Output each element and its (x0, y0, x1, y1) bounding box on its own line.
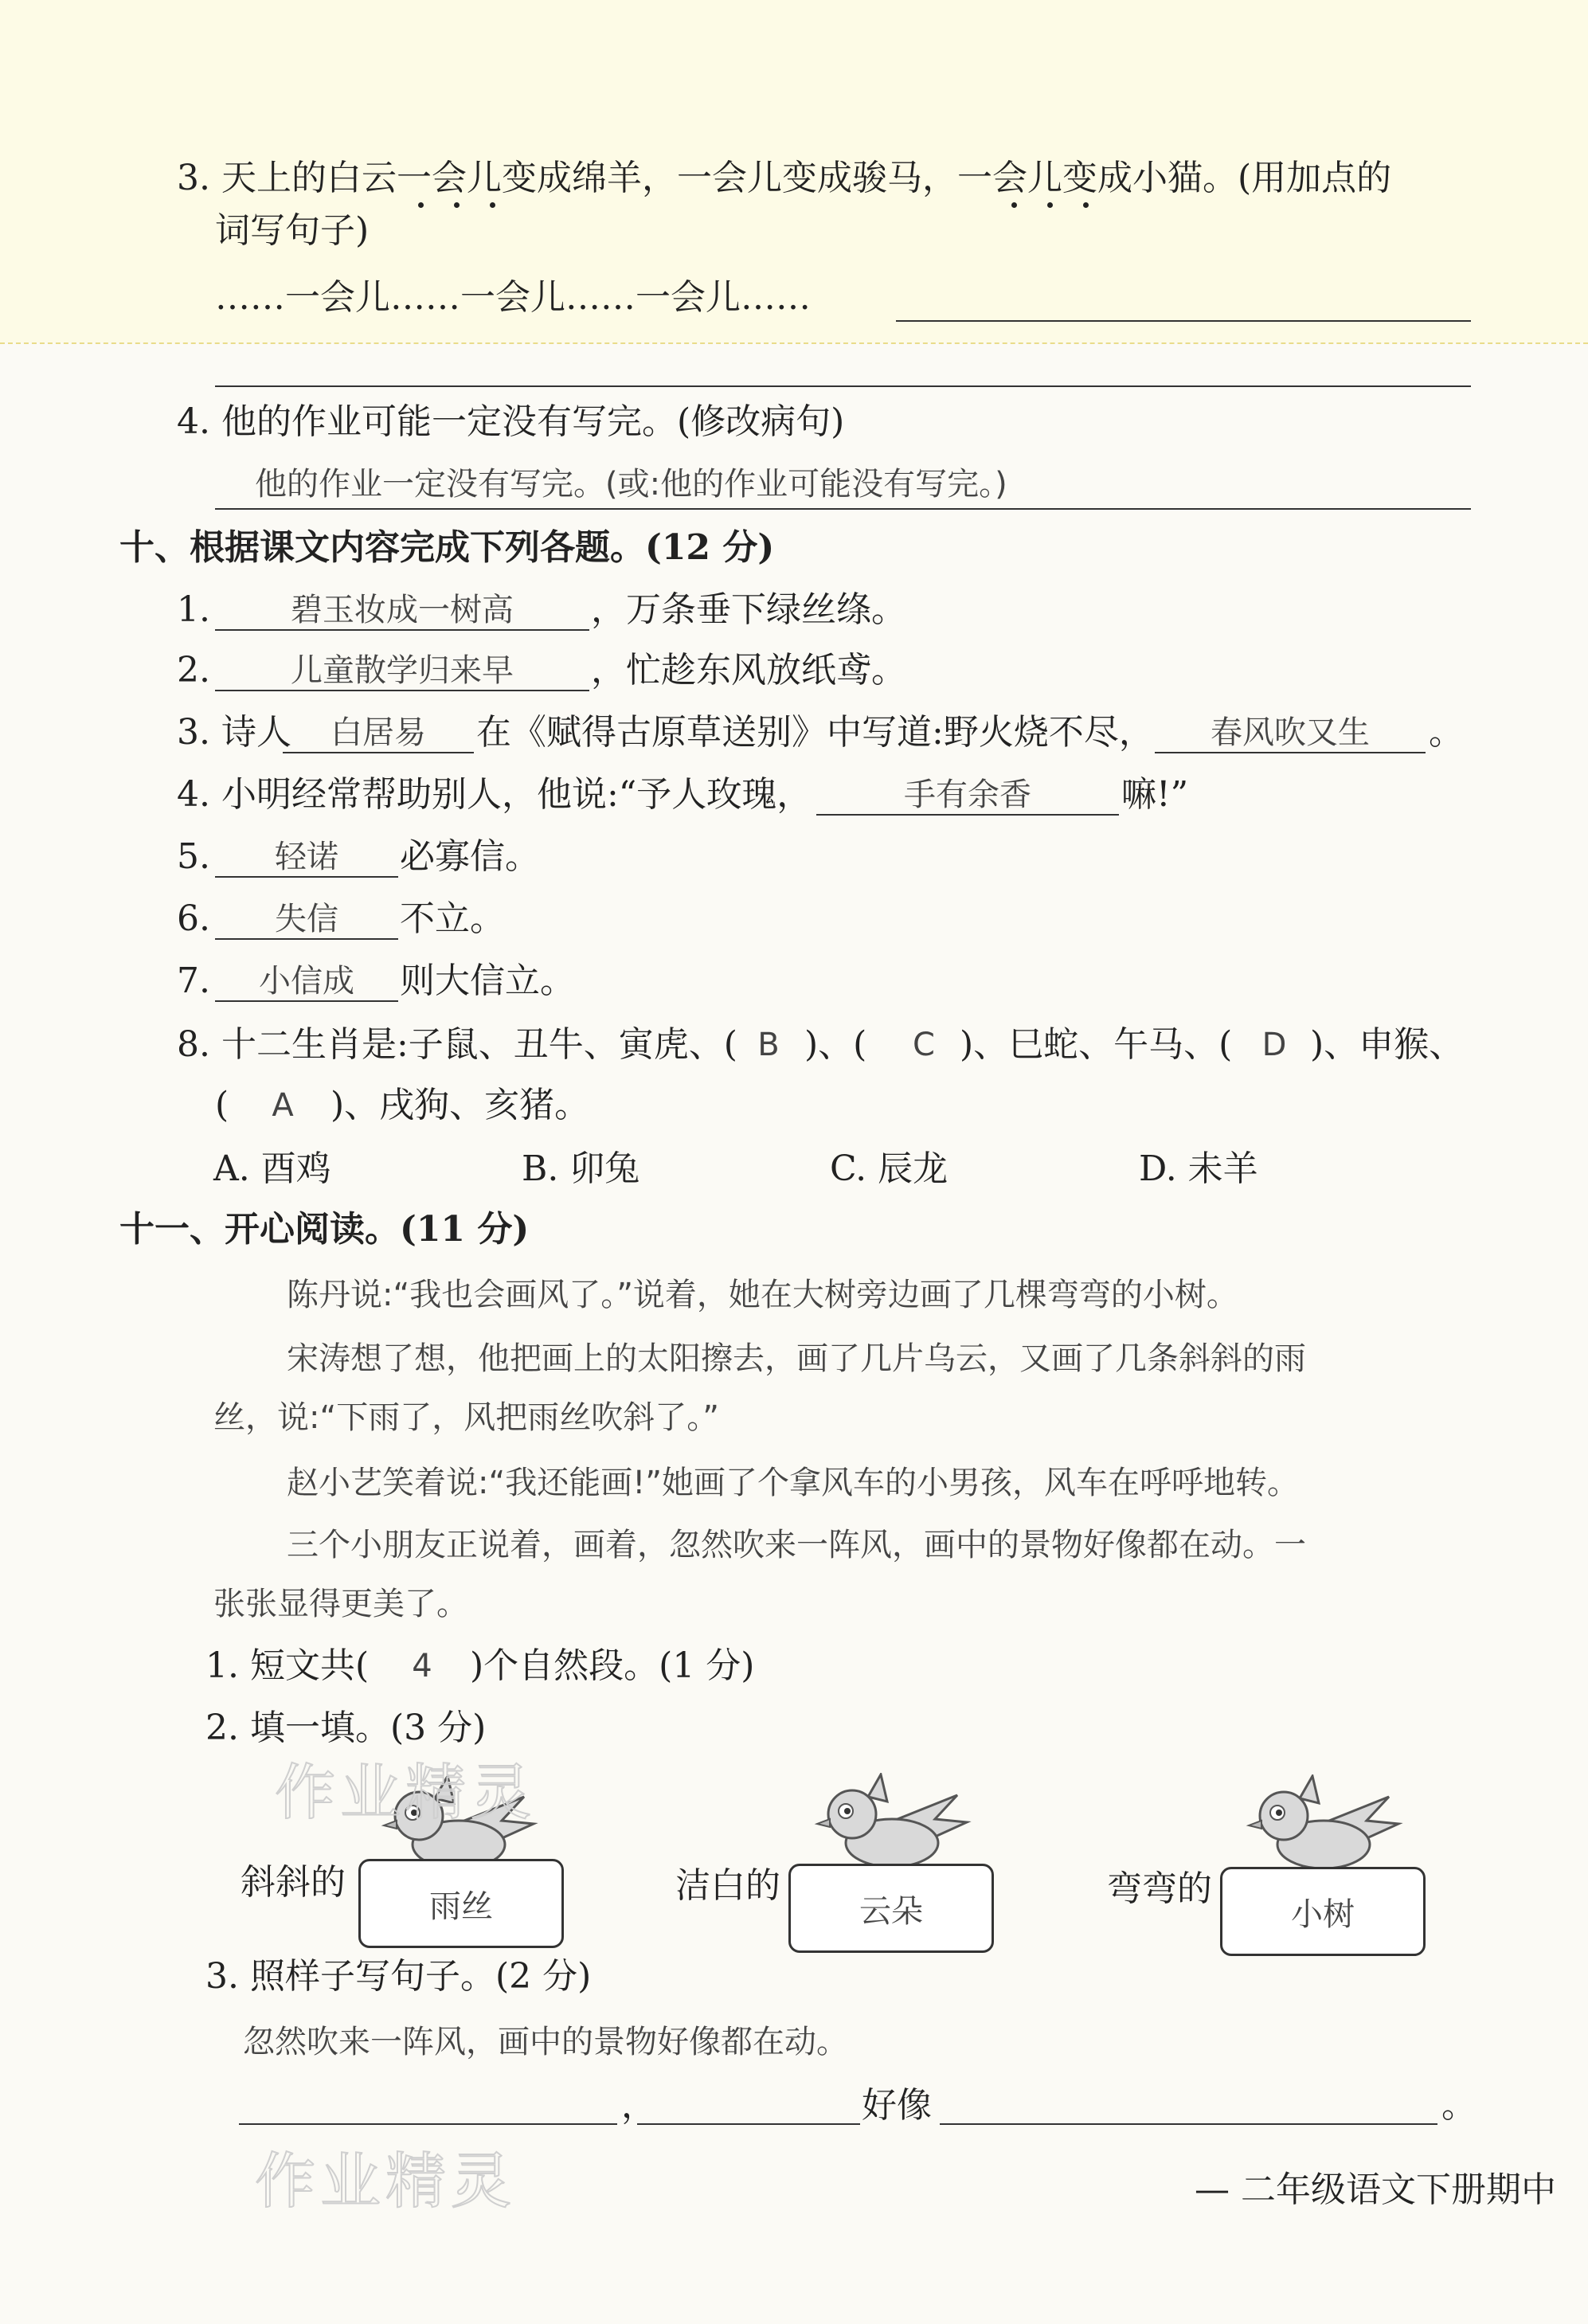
s11-q2-prompt: 2. 填一填。(3 分) (205, 1708, 487, 1748)
s10-item6-num: 6. (177, 898, 210, 939)
answer-line[interactable] (215, 508, 1471, 510)
zodiac-line2-rest: )、戌狗、亥猪。 (331, 1085, 590, 1125)
watermark: 作业精灵 (275, 1757, 536, 1828)
answer-line[interactable] (239, 2123, 617, 2125)
zodiac-sep-3: )、申猴、 (1310, 1024, 1465, 1065)
answer-line[interactable] (940, 2123, 1437, 2125)
fill2-answer: 云朵 (859, 1892, 923, 1930)
section11-heading: 十一、开心阅读。(11 分) (119, 1209, 530, 1250)
s11-q3-example: 忽然吹来一阵风，画中的景物好像都在动。 (243, 2024, 848, 2060)
passage-para2-line1: 宋涛想了想，他把画上的太阳擦去，画了几片乌云，又画了几条斜斜的雨 (287, 1340, 1306, 1377)
passage-para1: 陈丹说:“我也会画风了。”说着，她在大树旁边画了几棵弯弯的小树。 (287, 1277, 1238, 1313)
zodiac-line2-open: ( (215, 1085, 229, 1125)
q9-3-prompt-line1: 3. 天上的白云一会儿变成绵羊，一会儿变成骏马，一会儿变成小猫。(用加点的 (177, 158, 1392, 198)
s11-q1-post: )个自然段。(1 分) (470, 1645, 755, 1686)
zodiac-answer-4: A (272, 1087, 294, 1124)
bird-icon (798, 1773, 972, 1872)
emphasis-dot (1011, 202, 1017, 208)
s10-item5-num: 5. (177, 836, 210, 877)
zodiac-line1-a: 8. 十二生肖是:子鼠、丑牛、寅虎、( (177, 1024, 737, 1065)
s11-q3-comma: ， (621, 2085, 656, 2126)
s10-item4-pre: 4. 小明经常帮助别人，他说:“予人玫瑰， (177, 774, 812, 815)
emphasis-dot (490, 202, 495, 208)
answer-line[interactable] (215, 385, 1471, 387)
s10-item3-pre: 3. 诗人 (177, 712, 291, 753)
emphasis-dot (454, 202, 460, 208)
answer-line[interactable] (1155, 752, 1426, 753)
zodiac-answer-3: D (1261, 1027, 1287, 1063)
s11-q3-haoxiang: 好像 (862, 2085, 932, 2126)
zodiac-option-a: A. 酉鸡 (213, 1148, 331, 1189)
passage-para4-line2: 张张显得更美了。 (213, 1586, 468, 1622)
fill1-label: 斜斜的 (241, 1862, 346, 1903)
s10-item4-answer: 手有余香 (904, 777, 1031, 813)
q9-3-prompt-line2: 词写句子) (215, 210, 370, 251)
zodiac-answer-2: C (913, 1027, 935, 1063)
fill2-label: 洁白的 (675, 1865, 780, 1906)
s10-item3-answer-b: 春风吹又生 (1211, 714, 1370, 751)
s10-item5-rest: 必寡信。 (400, 836, 540, 877)
s10-item2-num: 2. (177, 650, 210, 691)
zodiac-sep-1: )、( (804, 1024, 867, 1065)
answer-line[interactable] (215, 876, 398, 878)
fill2-box[interactable] (788, 1864, 994, 1953)
zodiac-option-c: C. 辰龙 (830, 1148, 948, 1189)
s10-item6-answer: 失信 (275, 901, 338, 937)
fill3-label: 弯弯的 (1107, 1868, 1212, 1909)
answer-line[interactable] (816, 814, 1119, 816)
s10-item7-answer: 小信成 (259, 963, 354, 1000)
s11-q3-end: 。 (1441, 2085, 1477, 2126)
answer-line[interactable] (637, 2123, 860, 2125)
s10-item7-num: 7. (177, 961, 210, 1001)
s10-item6-rest: 不立。 (400, 898, 505, 939)
band-divider (0, 342, 1588, 344)
s10-item1-answer: 碧玉妆成一树高 (291, 592, 514, 628)
answer-line[interactable] (215, 690, 589, 691)
s11-q1-pre: 1. 短文共( (205, 1645, 370, 1686)
watermark: 作业精灵 (255, 2146, 516, 2216)
s10-item3-end: 。 (1429, 712, 1464, 753)
q9-3-pattern: ……一会儿……一会儿……一会儿…… (215, 277, 811, 318)
answer-line[interactable] (215, 938, 398, 940)
zodiac-option-d: D. 未羊 (1139, 1148, 1258, 1189)
answer-line[interactable] (215, 629, 589, 631)
passage-para4-line1: 三个小朋友正说着，画着，忽然吹来一阵风，画中的景物好像都在动。一 (287, 1527, 1306, 1563)
s10-item7-rest: 则大信立。 (400, 961, 575, 1001)
s10-item1-rest: ，万条垂下绿丝绦。 (591, 589, 906, 630)
fill1-box[interactable] (358, 1859, 564, 1948)
fill1-answer: 雨丝 (429, 1888, 493, 1925)
emphasis-dot (1083, 202, 1089, 208)
answer-line[interactable] (283, 752, 474, 753)
bird-icon (1230, 1774, 1403, 1873)
answer-line[interactable] (215, 1000, 398, 1002)
zodiac-option-b: B. 卯兔 (522, 1148, 640, 1189)
s10-item3-answer-a: 白居易 (331, 714, 426, 751)
s10-item2-answer: 儿童散学归来早 (291, 652, 514, 689)
q9-4-prompt: 4. 他的作业可能一定没有写完。(修改病句) (177, 401, 845, 442)
s10-item5-answer: 轻诺 (275, 839, 338, 875)
passage-para2-line2: 丝，说:“下雨了，风把雨丝吹斜了。” (213, 1399, 719, 1436)
emphasis-dot (418, 202, 424, 208)
q9-4-answer: 他的作业一定没有写完。(或:他的作业可能没有写完。) (255, 466, 1007, 503)
fill3-answer: 小树 (1291, 1896, 1355, 1933)
passage-para3: 赵小艺笑着说:“我还能画!”她画了个拿风车的小男孩，风车在呼呼地转。 (287, 1465, 1299, 1501)
zodiac-answer-1: B (757, 1027, 780, 1063)
s11-q1-answer: 4 (412, 1648, 432, 1684)
emphasis-dot (1047, 202, 1053, 208)
s11-q3-prompt: 3. 照样子写句子。(2 分) (205, 1956, 592, 1997)
s10-item1-num: 1. (177, 589, 210, 630)
fill3-box[interactable] (1220, 1867, 1426, 1956)
s10-item4-end: 嘛!” (1121, 774, 1189, 815)
s10-item2-rest: ，忙趁东风放纸鸢。 (591, 650, 906, 691)
s10-item3-mid: 在《赋得古原草送别》中写道:野火烧不尽， (476, 712, 1154, 753)
zodiac-sep-2: )、巳蛇、午马、( (960, 1024, 1233, 1065)
footer: — 二年级语文下册期中 (1195, 2169, 1556, 2210)
answer-line[interactable] (896, 320, 1471, 322)
section10-heading: 十、根据课文内容完成下列各题。(12 分) (119, 527, 775, 568)
